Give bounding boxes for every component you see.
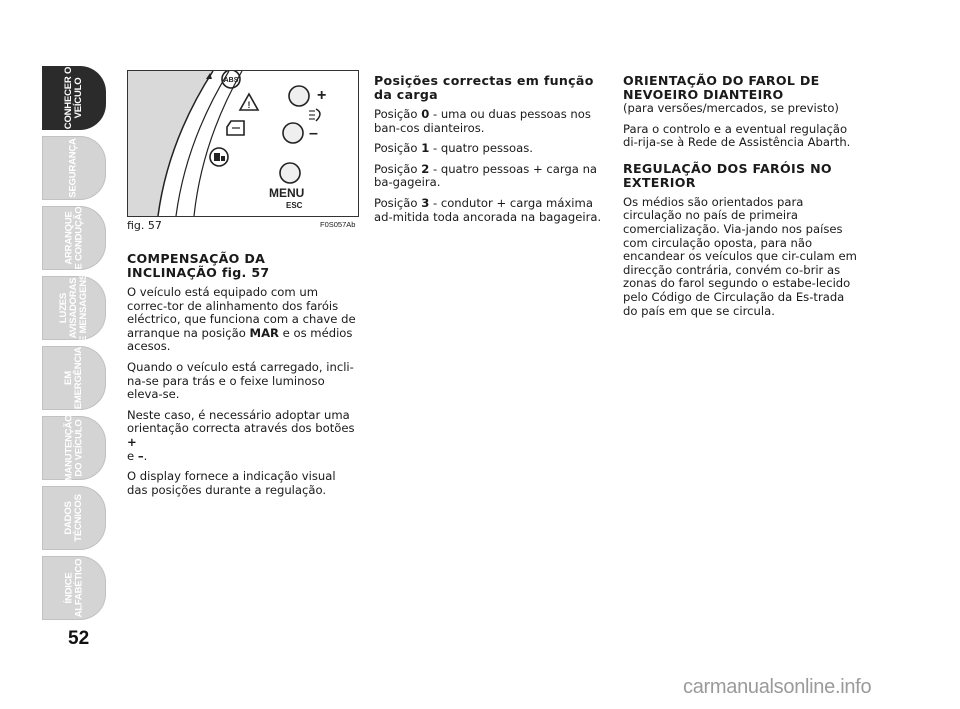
tab-seguranca[interactable] <box>42 136 106 200</box>
paragraph: Quando o veículo está carregado, incli-na-se para trás e o feixe luminoso eleva-se. <box>127 359 354 402</box>
position-item: Posição 2 - quatro pessoas + carga na ba-gageira. <box>374 161 598 190</box>
plus-label: + <box>317 87 327 104</box>
subheading-note: (para versões/mercados, se previsto) <box>623 101 839 115</box>
hazard-warning-icon <box>240 94 258 110</box>
column-headlight-compensation <box>127 252 359 504</box>
paragraph: Neste caso, é necessário adoptar uma orientação correcta através dos botões + e –. <box>127 407 355 463</box>
tab-label: ÍNDICE ALFABÉTICO <box>62 558 84 618</box>
tab-label: LUZES AVISADORAS E MENSAGENS <box>58 273 90 343</box>
headlight-up-button[interactable] <box>289 86 326 106</box>
page-number: 52 <box>68 628 90 649</box>
minus-label: – <box>309 125 318 142</box>
watermark: carmanualsonline.info <box>683 676 872 698</box>
door-open-icon <box>227 121 244 135</box>
tab-manutencao-do-veiculo[interactable] <box>42 416 106 480</box>
tab-label: ARRANQUE E CONDUÇÃO <box>62 206 84 270</box>
tab-arranque-e-conducao[interactable] <box>42 206 106 270</box>
position-item: Posição 0 - uma ou duas pessoas nos ban-cos dianteiros. <box>374 107 591 135</box>
paragraph: Os médios são orientados para circulação no país de primeira comercialização. Via-jando nos países com circulação oposta, para não encandear os veículos que cir-culam em direcção contrária, convém co-brir as zonas do farol segundo o estabe-lecido pelo Código de Circulação da Es-trada do país em que se circula. <box>623 194 857 318</box>
esc-label: ESC <box>286 201 303 210</box>
figure-caption: fig. 57 <box>127 219 162 232</box>
tab-em-emergencia[interactable] <box>42 346 106 410</box>
section-heading: Posições correctas em função da carga <box>374 73 594 102</box>
tab-label: SEGURANÇA <box>68 138 79 198</box>
headlight-level-icon <box>309 109 320 121</box>
headlight-down-button[interactable] <box>283 123 318 143</box>
tab-label: CONHECER O VEÍCULO <box>63 66 84 130</box>
tab-label: MANUTENÇÃO DO VEÍCULO <box>63 414 85 482</box>
figure-dashboard-buttons <box>127 70 359 217</box>
tab-label: DADOS TÉCNICOS <box>63 494 84 542</box>
svg-text:!: ! <box>247 100 251 110</box>
key-position-mar: MAR <box>249 325 279 340</box>
section-heading: ORIENTAÇÃO DO FAROL DE NEVOEIRO DIANTEIRO <box>623 73 820 102</box>
fuel-lock-icon <box>210 148 228 166</box>
menu-label: MENU <box>269 186 305 200</box>
section-heading: REGULAÇÃO DOS FARÓIS NO EXTERIOR <box>623 160 832 190</box>
abs-warning-icon <box>222 71 240 88</box>
paragraph: Para o controlo e a eventual regulação di-rija-se à Rede de Assistência Abarth. <box>623 121 851 150</box>
section-heading: COMPENSAÇÃO DA INCLINAÇÃO fig. 57 <box>127 251 270 280</box>
tab-indice-alfabetico[interactable] <box>42 556 106 620</box>
paragraph: O veículo está equipado com um correc-tor de alinhamento dos faróis eléctrico, que funciona com a chave de arranque na posição MAR e os médios acesos. <box>127 285 356 354</box>
tab-dados-tecnicos[interactable] <box>42 486 106 550</box>
tab-conhecer-o-veiculo[interactable] <box>42 66 106 130</box>
figure-code: F0S057Ab <box>320 220 356 229</box>
paragraph: O display fornece a indicação visual das posições durante a regulação. <box>127 469 336 497</box>
position-item: Posição 1 - quatro pessoas. <box>374 141 533 156</box>
column-load-positions <box>374 74 606 231</box>
column-fog-light-orientation <box>623 74 859 325</box>
tab-label: EM EMERGÊNCIA <box>63 346 84 410</box>
menu-esc-button[interactable] <box>269 163 304 210</box>
tab-luzes-avisadoras[interactable] <box>42 273 106 343</box>
abs-label: ABS <box>223 77 239 84</box>
position-item: Posição 3 - condutor + carga máxima ad-mitida toda ancorada na bagageira. <box>374 195 602 224</box>
